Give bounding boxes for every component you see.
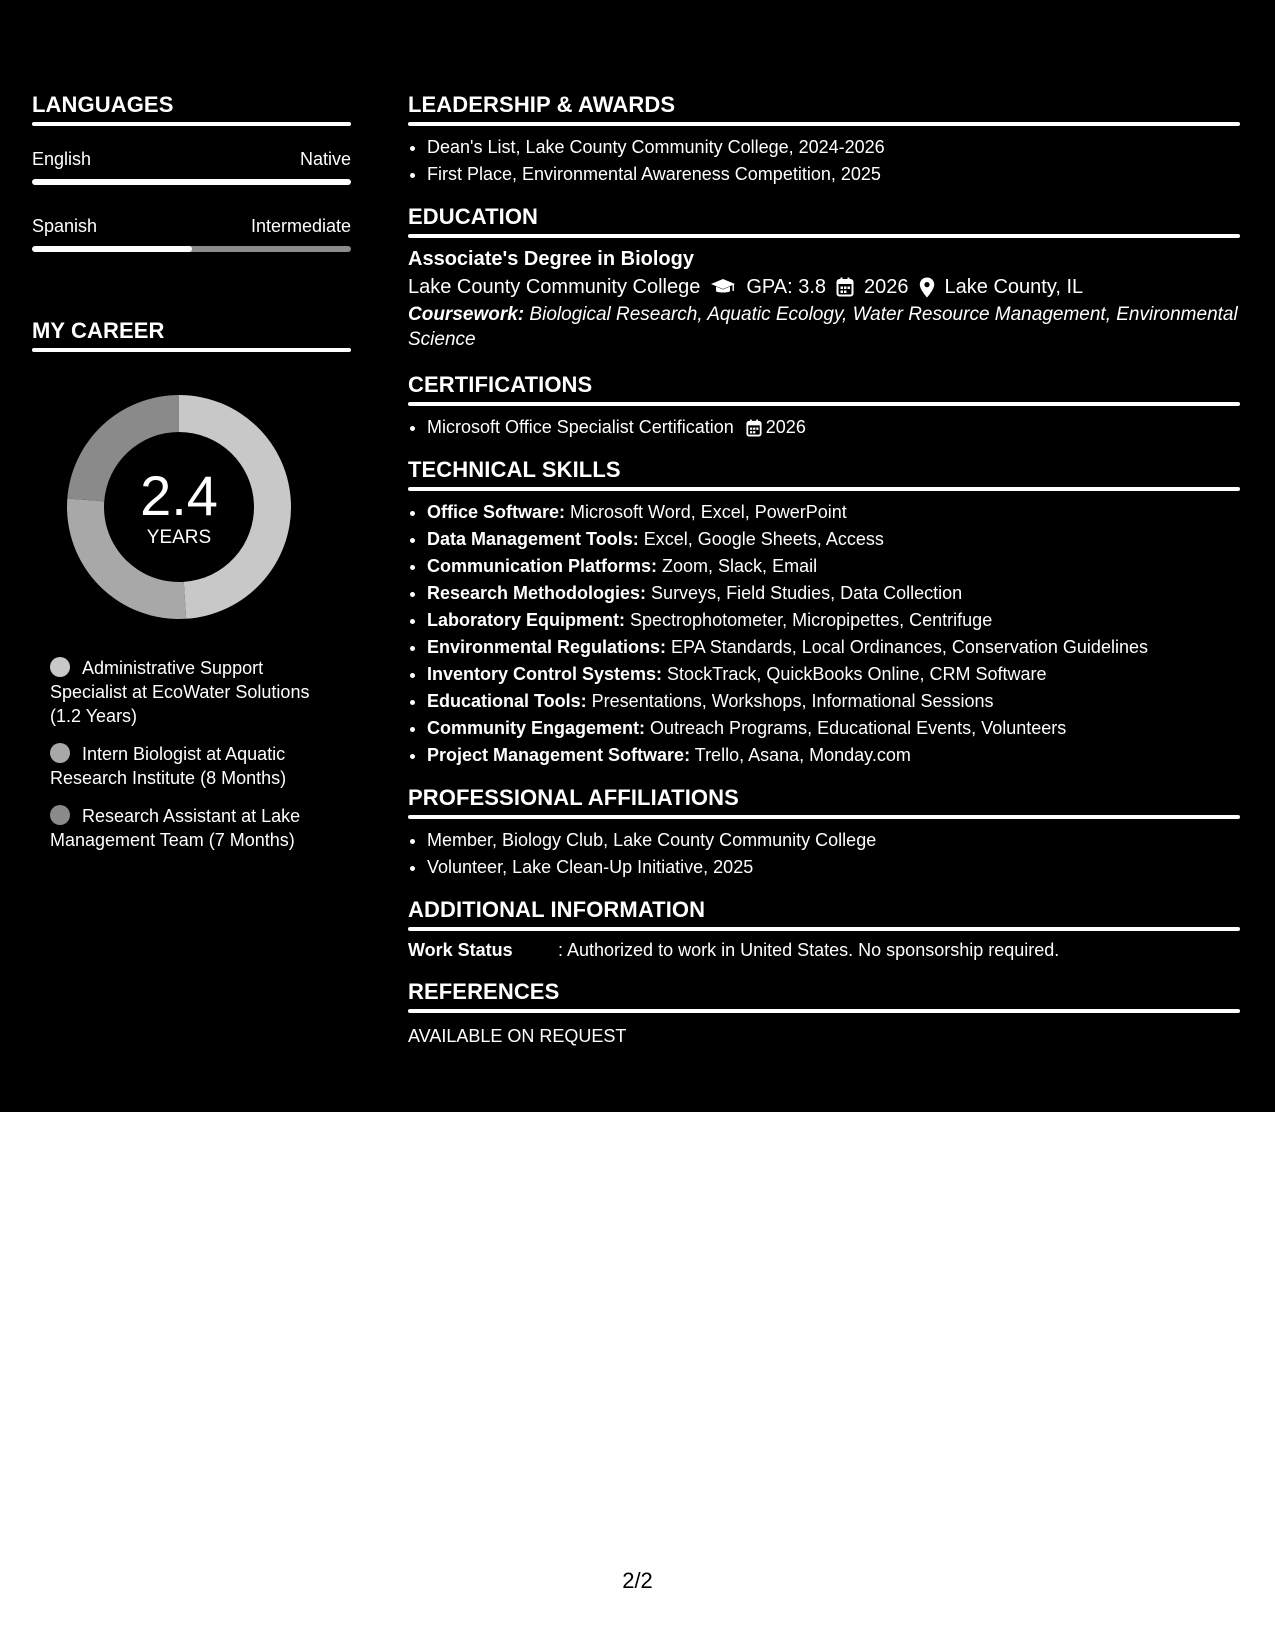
career-legend-text: Research Assistant at Lake Management Team (7 Months) — [50, 806, 301, 850]
additional-info-heading: ADDITIONAL INFORMATION — [408, 897, 706, 922]
skill-value: Spectrophotometer, Micropipettes, Centrifuge — [625, 610, 993, 630]
certification-year: 2026 — [765, 417, 806, 437]
coursework — [408, 302, 1240, 352]
section-divider — [408, 927, 1240, 931]
education-heading: EDUCATION — [408, 204, 539, 229]
location-pin-icon — [919, 277, 935, 298]
work-status-label: Work Status — [408, 940, 513, 960]
page-number: 2/2 — [622, 1568, 653, 1593]
skill-item — [427, 661, 1240, 688]
references-heading: REFERENCES — [408, 979, 560, 1004]
school-location: Lake County, IL — [944, 276, 1084, 298]
skill-label: Community Engagement: — [427, 718, 646, 738]
career-legend-text: Intern Biologist at Aquatic Research Institute (8 Months) — [50, 744, 287, 788]
language-level: Intermediate — [250, 216, 351, 236]
career-legend — [50, 656, 340, 852]
skill-label: Communication Platforms: — [427, 556, 658, 576]
skill-label: Inventory Control Systems: — [427, 664, 663, 684]
gpa-value: GPA: 3.8 — [746, 276, 827, 298]
career-legend-item — [50, 742, 340, 790]
leadership-heading: LEADERSHIP & AWARDS — [408, 92, 676, 117]
language-item-spanish — [32, 215, 351, 252]
skills-list — [408, 499, 1240, 769]
skill-value: EPA Standards, Local Ordinances, Conservation Guidelines — [666, 637, 1148, 657]
affiliations-list — [408, 827, 1240, 881]
certification-name: • Microsoft Office Specialist Certification — [427, 417, 734, 437]
donut-center-label — [66, 394, 292, 620]
skill-label: Project Management Software: — [427, 745, 691, 765]
skill-value: Zoom, Slack, Email — [657, 556, 818, 576]
skill-item — [427, 688, 1240, 715]
left-column — [32, 92, 351, 866]
section-divider — [408, 487, 1240, 491]
skill-label: Environmental Regulations: — [427, 637, 667, 657]
skill-label: Data Management Tools: — [427, 529, 639, 549]
certifications-heading: CERTIFICATIONS — [408, 372, 593, 397]
section-divider — [408, 815, 1240, 819]
section-divider — [408, 122, 1240, 126]
legend-dot-icon — [50, 657, 70, 677]
section-divider — [408, 234, 1240, 238]
language-proficiency-bar — [32, 246, 351, 252]
leadership-list — [408, 134, 1240, 188]
graduation-year: 2026 — [864, 276, 909, 298]
legend-dot-icon — [50, 805, 70, 825]
skill-label: Office Software: — [427, 502, 566, 522]
skill-value: Microsoft Word, Excel, PowerPoint — [565, 502, 847, 522]
skill-label: Laboratory Equipment: — [427, 610, 626, 630]
career-donut-chart — [66, 394, 292, 620]
language-proficiency-fill — [32, 246, 192, 252]
section-divider — [32, 348, 351, 352]
language-proficiency-bar — [32, 179, 351, 185]
skill-item — [427, 580, 1240, 607]
education-meta — [408, 272, 1240, 302]
list-item: • Dean's List, Lake County Community College, 2024-2026 — [427, 134, 1240, 161]
skill-value: StockTrack, QuickBooks Online, CRM Software — [662, 664, 1047, 684]
references-text: AVAILABLE ON REQUEST — [408, 1026, 627, 1046]
career-total-unit: YEARS — [146, 527, 212, 548]
skill-item — [427, 715, 1240, 742]
career-legend-item — [50, 804, 340, 852]
list-item: • First Place, Environmental Awareness Competition, 2025 — [427, 161, 1240, 188]
skill-value: Outreach Programs, Educational Events, Volunteers — [645, 718, 1067, 738]
work-status-row — [408, 937, 1240, 963]
degree-title: Associate's Degree in Biology — [408, 248, 694, 270]
section-divider — [32, 122, 351, 126]
section-divider — [408, 402, 1240, 406]
skill-item — [427, 526, 1240, 553]
language-name: Spanish — [32, 216, 98, 236]
career-legend-text: Administrative Support Specialist at EcoWater Solutions (1.2 Years) — [50, 658, 310, 726]
affiliations-heading: PROFESSIONAL AFFILIATIONS — [408, 785, 739, 810]
work-status-value: : Authorized to work in United States. No sponsorship required. — [558, 940, 1060, 960]
calendar-icon — [836, 277, 854, 297]
legend-dot-icon — [50, 743, 70, 763]
right-column — [408, 92, 1240, 1049]
school-name: Lake County Community College — [408, 276, 701, 298]
skill-item — [427, 499, 1240, 526]
skill-item — [427, 607, 1240, 634]
skill-item — [427, 553, 1240, 580]
language-item-english — [32, 148, 351, 185]
language-proficiency-fill — [32, 179, 351, 185]
list-item: • Member, Biology Club, Lake County Community College — [427, 827, 1240, 854]
skill-value: Surveys, Field Studies, Data Collection — [646, 583, 963, 603]
graduation-cap-icon — [710, 278, 736, 296]
calendar-icon — [746, 419, 762, 437]
language-name: English — [32, 149, 92, 169]
skill-value: Trello, Asana, Monday.com — [690, 745, 911, 765]
certifications-list — [408, 414, 1240, 441]
skill-value: Excel, Google Sheets, Access — [638, 529, 884, 549]
skill-item — [427, 742, 1240, 769]
list-item: • Volunteer, Lake Clean-Up Initiative, 2025 — [427, 854, 1240, 881]
career-legend-item — [50, 656, 340, 728]
skill-label: Educational Tools: — [427, 691, 587, 711]
skill-item — [427, 634, 1240, 661]
language-level: Native — [299, 149, 351, 169]
career-heading: MY CAREER — [32, 318, 165, 343]
list-item — [427, 414, 1240, 441]
career-total-years: 2.4 — [140, 464, 218, 527]
section-divider — [408, 1009, 1240, 1013]
languages-heading: LANGUAGES — [32, 92, 174, 117]
skills-heading: TECHNICAL SKILLS — [408, 457, 621, 482]
coursework-text: Biological Research, Aquatic Ecology, Water Resource Management, Environmental Science — [408, 304, 1238, 350]
coursework-label: Coursework: — [408, 304, 525, 325]
skill-value: Presentations, Workshops, Informational Sessions — [586, 691, 994, 711]
skill-label: Research Methodologies: — [427, 583, 647, 603]
